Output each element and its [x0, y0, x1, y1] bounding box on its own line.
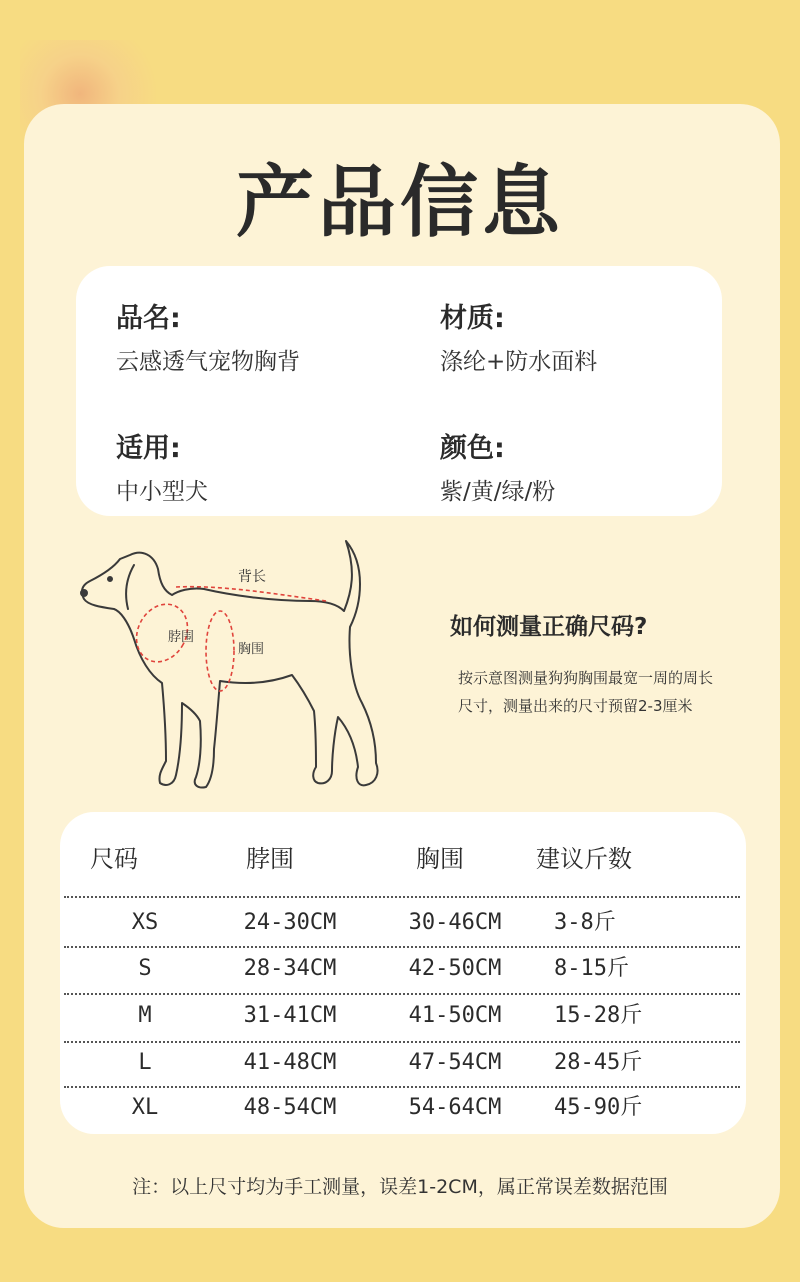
info-material-value: 涤纶+防水面料	[440, 349, 598, 375]
table-row	[60, 900, 746, 946]
table-row	[60, 993, 746, 1039]
cell-weight: 28-45斤	[554, 1050, 643, 1075]
info-suitable-label: 适用:	[116, 433, 181, 464]
measurement-note: 注：以上尺寸均为手工测量，误差1-2CM，属正常误差数据范围	[132, 1176, 668, 1198]
cell-chest: 41-50CM	[408, 1003, 502, 1028]
cell-size: M	[138, 1003, 152, 1028]
size-table	[60, 812, 746, 1134]
cell-size: XL	[131, 1095, 159, 1120]
info-suitable-value: 中小型犬	[116, 479, 208, 505]
header-weight: 建议斤数	[536, 845, 632, 873]
product-info-card	[76, 266, 722, 516]
cell-size: XS	[131, 910, 159, 935]
dog-measurement-diagram	[70, 535, 390, 805]
chest-circumference-line	[206, 611, 234, 691]
info-color	[440, 426, 555, 506]
cell-size: L	[138, 1050, 152, 1075]
info-material	[440, 296, 597, 376]
info-name-value: 云感透气宠物胸背	[116, 349, 300, 375]
cell-neck: 28-34CM	[243, 956, 337, 981]
cell-weight: 8-15斤	[554, 956, 629, 981]
info-material-label: 材质:	[440, 303, 505, 334]
page-title: 产品信息	[235, 158, 564, 248]
cell-neck: 24-30CM	[243, 910, 337, 935]
info-color-label: 颜色:	[440, 433, 505, 464]
table-header-row	[60, 836, 746, 882]
cell-chest: 47-54CM	[408, 1050, 502, 1075]
back-length-label: 背长	[238, 569, 266, 585]
cell-size: S	[138, 956, 152, 981]
info-color-value: 紫/黄/绿/粉	[440, 479, 556, 505]
table-row	[60, 1085, 746, 1131]
header-neck: 脖围	[246, 845, 294, 873]
neck-label: 脖围	[168, 630, 195, 645]
dog-outline	[82, 541, 378, 788]
cell-chest: 42-50CM	[408, 956, 502, 981]
table-divider	[64, 896, 740, 898]
table-row	[60, 1040, 746, 1086]
cell-neck: 41-48CM	[243, 1050, 337, 1075]
measure-title: 如何测量正确尺码?	[450, 614, 648, 640]
cell-weight: 3-8斤	[554, 910, 616, 935]
cell-chest: 30-46CM	[408, 910, 502, 935]
header-chest: 胸围	[416, 845, 464, 873]
chest-label: 胸围	[238, 642, 265, 657]
cell-neck: 31-41CM	[243, 1003, 337, 1028]
measure-description: 按示意图测量狗狗胸围最宽一周的周长尺寸，测量出来的尺寸预留2-3厘米	[458, 669, 714, 715]
info-name-label: 品名:	[116, 303, 181, 334]
info-suitable	[116, 426, 208, 506]
cell-chest: 54-64CM	[408, 1095, 502, 1120]
cell-weight: 45-90斤	[554, 1095, 643, 1120]
cell-neck: 48-54CM	[243, 1095, 337, 1120]
cell-weight: 15-28斤	[554, 1003, 643, 1028]
info-name	[116, 296, 300, 376]
table-row	[60, 946, 746, 992]
header-size: 尺码	[90, 845, 138, 873]
